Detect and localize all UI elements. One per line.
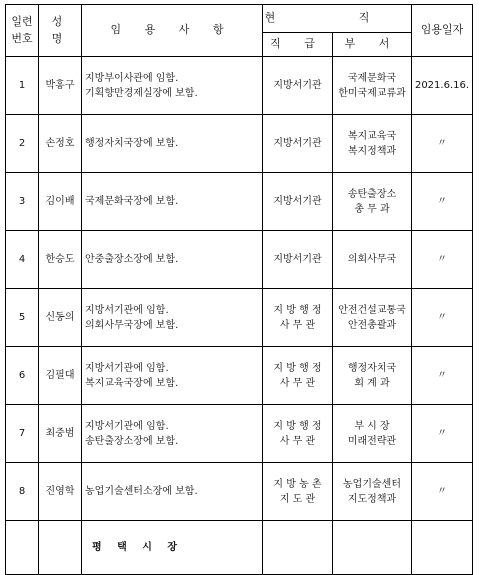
rank-cell-line: 사 무 관 [279, 435, 316, 447]
detail-cell [82, 115, 263, 173]
dept-cell-line: 안전건설교통국 [338, 304, 406, 316]
signature-cell: 평 택 시 장 [82, 521, 263, 575]
date-cell: 〃 [412, 463, 473, 521]
header-row-1 [6, 5, 473, 33]
date-cell: 〃 [412, 405, 473, 463]
rank-cell-line: 사 무 관 [279, 319, 316, 331]
name-cell: 신동의 [39, 289, 82, 347]
dept-cell-line: 부 시 장 [354, 420, 390, 432]
detail-cell-line: 복지교육국장에 보함. [85, 377, 179, 389]
detail-cell-line: 지방부이사관에 임함. [85, 72, 179, 84]
dept-cell [333, 289, 412, 347]
rank-cell [263, 115, 333, 173]
dept-cell-line: 한미국제교류과 [338, 87, 406, 99]
rank-cell-line: 지방서기관 [273, 196, 322, 207]
appointment-table [5, 4, 473, 575]
appointment-document [5, 4, 473, 575]
detail-cell-line: 지방서기관에 임함. [85, 304, 169, 316]
table-row [6, 347, 473, 405]
dept-cell [333, 173, 412, 231]
header-seq: 일련 번호 [6, 5, 39, 57]
rank-cell [263, 347, 333, 405]
seq-cell: 3 [6, 173, 39, 231]
detail-cell [82, 289, 263, 347]
rank-cell-line: 지 방 행 정 [273, 304, 322, 316]
header-date: 임용일자 [412, 5, 473, 57]
dept-cell-line: 국제문화국 [347, 72, 397, 84]
rank-cell [263, 405, 333, 463]
seq-cell: 7 [6, 405, 39, 463]
dept-cell-line: 농업기술센터 [343, 478, 401, 490]
dept-cell [333, 463, 412, 521]
rank-cell-line: 지 방 농 촌 [273, 478, 322, 490]
table-row [6, 57, 473, 115]
header-current: 현 직 [263, 5, 412, 33]
rank-cell-line: 지방서기관 [273, 138, 322, 149]
detail-cell-line: 농업기술센터소장에 보함. [85, 486, 198, 497]
seq-cell: 5 [6, 289, 39, 347]
name-cell: 최중범 [39, 405, 82, 463]
footer-row [6, 521, 473, 575]
detail-cell [82, 173, 263, 231]
seq-cell: 6 [6, 347, 39, 405]
date-cell: 〃 [412, 173, 473, 231]
dept-cell-line: 미래전략관 [347, 435, 397, 447]
detail-cell [82, 347, 263, 405]
dept-cell-line: 행정자치국 [347, 362, 397, 374]
dept-cell [333, 405, 412, 463]
table-row [6, 231, 473, 289]
rank-cell [263, 57, 333, 115]
table-row [6, 405, 473, 463]
detail-cell-line: 지방서기관에 임함. [85, 362, 169, 374]
rank-cell-line: 지 도 관 [279, 493, 316, 505]
detail-cell-line: 기획향만경제실장에 보함. [85, 87, 198, 99]
detail-cell-line: 국제문화국장에 보함. [85, 196, 179, 207]
date-cell: 〃 [412, 289, 473, 347]
table-row [6, 289, 473, 347]
dept-cell-line: 복지정책과 [347, 145, 397, 157]
seq-cell: 4 [6, 231, 39, 289]
rank-cell-line: 지 방 행 정 [273, 362, 322, 374]
empty-cell [333, 521, 412, 575]
name-cell: 한승도 [39, 231, 82, 289]
name-cell: 김이배 [39, 173, 82, 231]
seq-cell: 8 [6, 463, 39, 521]
name-cell: 박홍구 [39, 57, 82, 115]
header-dept: 부 서 [333, 33, 412, 57]
rank-cell [263, 173, 333, 231]
dept-cell-line: 의회사무국 [347, 254, 397, 265]
date-cell: 2021.6.16. [412, 57, 473, 115]
dept-cell-line: 복지교육국 [347, 130, 397, 142]
date-cell: 〃 [412, 231, 473, 289]
dept-cell-line: 안전총괄과 [347, 319, 397, 331]
header-rank: 직 급 [263, 33, 333, 57]
rank-cell-line: 지방서기관 [273, 80, 322, 91]
dept-cell [333, 347, 412, 405]
dept-cell-line: 송탄출장소 [347, 188, 397, 200]
rank-cell-line: 지 방 행 정 [273, 420, 322, 432]
empty-cell [412, 521, 473, 575]
name-cell: 진영학 [39, 463, 82, 521]
detail-cell [82, 57, 263, 115]
seq-cell: 2 [6, 115, 39, 173]
detail-cell [82, 405, 263, 463]
empty-cell [39, 521, 82, 575]
header-detail: 임 용 사 항 [82, 5, 263, 57]
detail-cell-line: 안중출장소장에 보함. [85, 254, 179, 265]
detail-cell-line: 행정자치국장에 보함. [85, 138, 179, 149]
detail-cell [82, 463, 263, 521]
detail-cell-line: 송탄출장소장에 보함. [85, 435, 179, 447]
rank-cell [263, 231, 333, 289]
dept-cell-line: 총 무 과 [354, 203, 390, 215]
table-row [6, 173, 473, 231]
seq-cell: 1 [6, 57, 39, 115]
detail-cell [82, 231, 263, 289]
dept-cell [333, 115, 412, 173]
rank-cell [263, 463, 333, 521]
rank-cell [263, 289, 333, 347]
dept-cell [333, 57, 412, 115]
date-cell: 〃 [412, 347, 473, 405]
name-cell: 김필대 [39, 347, 82, 405]
dept-cell-line: 회 계 과 [354, 377, 390, 389]
header-name: 성 명 [39, 5, 82, 57]
date-cell: 〃 [412, 115, 473, 173]
dept-cell [333, 231, 412, 289]
rank-cell-line: 사 무 관 [279, 377, 316, 389]
dept-cell-line: 지도정책과 [347, 493, 397, 505]
detail-cell-line: 지방서기관에 임함. [85, 420, 169, 432]
rank-cell-line: 지방서기관 [273, 254, 322, 265]
empty-cell [6, 521, 39, 575]
name-cell: 손정호 [39, 115, 82, 173]
empty-cell [263, 521, 333, 575]
table-row [6, 463, 473, 521]
detail-cell-line: 의회사무국장에 보함. [85, 319, 179, 331]
table-row [6, 115, 473, 173]
